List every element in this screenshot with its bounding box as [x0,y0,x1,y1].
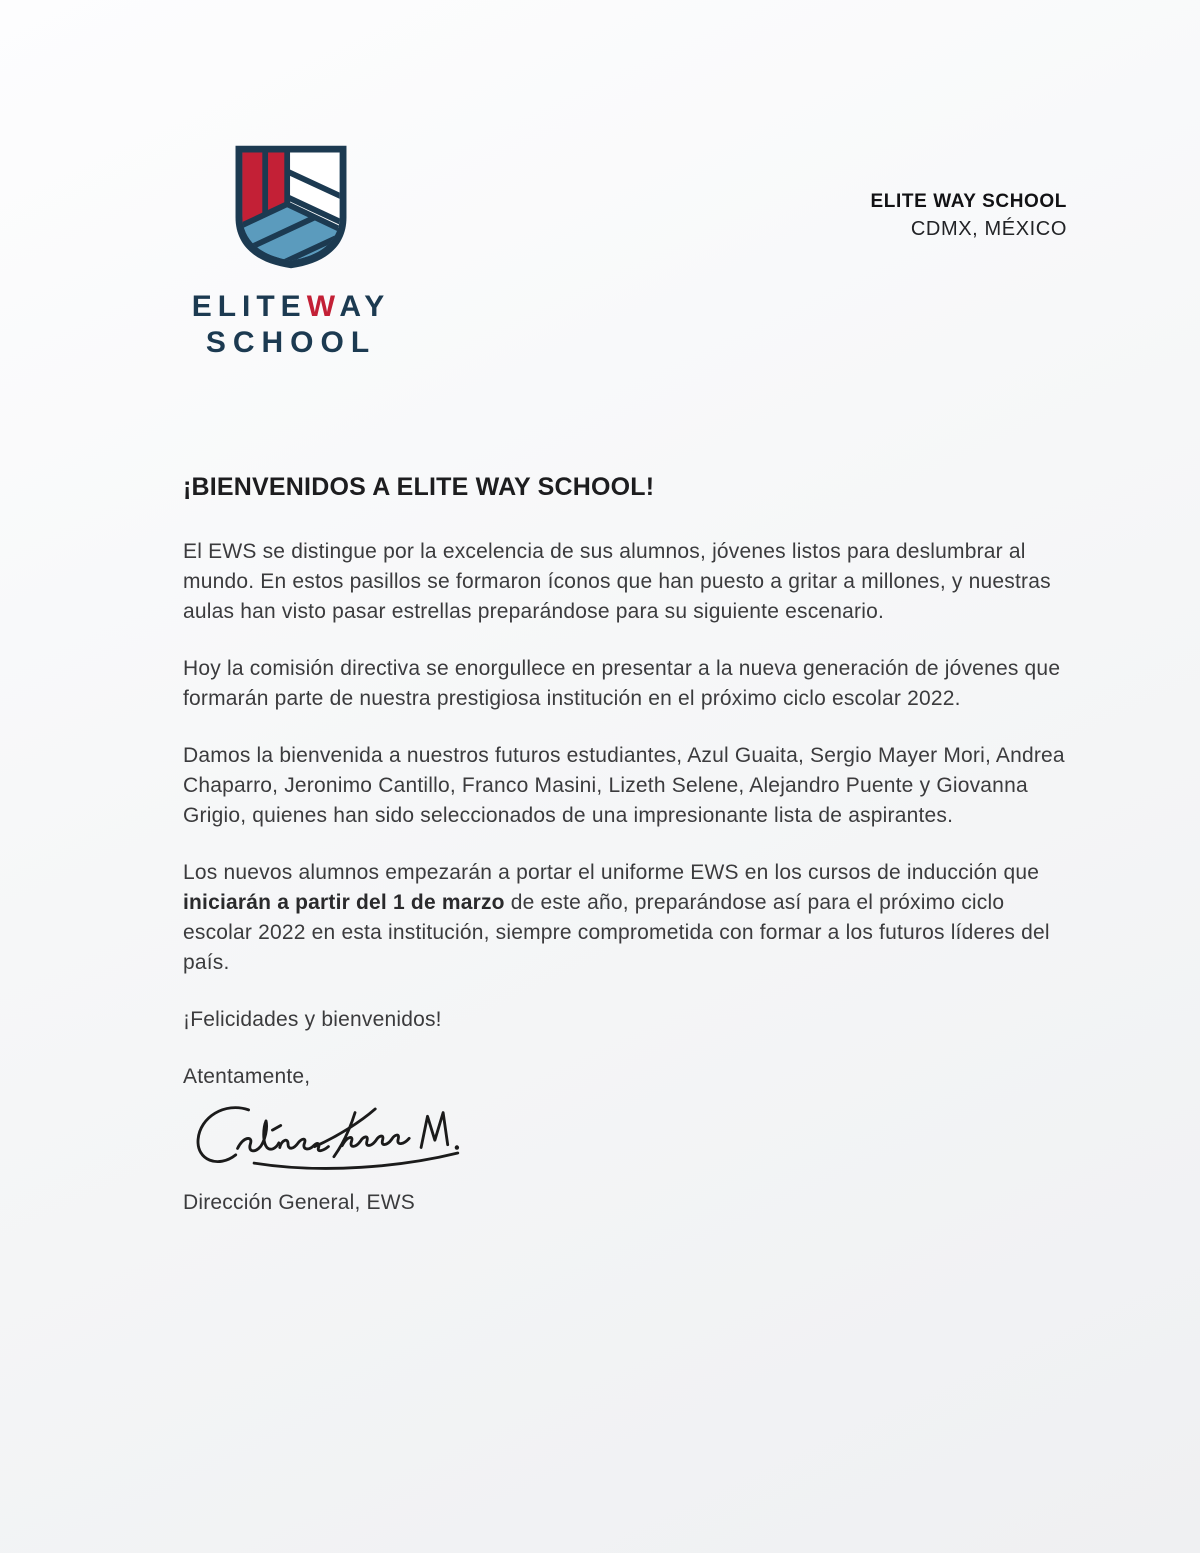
school-logo [168,141,414,358]
induction-post-text: de este año, preparándose así para el próximo ciclo escolar 2022 en esta institución, siempre comprometida con formar a los futuros líderes del país. [183,891,1050,974]
paragraph-induction [183,858,1075,978]
school-crest-icon [228,141,354,273]
org-location: CDMX, MÉXICO [910,218,1067,240]
induction-pre-text: Los nuevos alumnos empezarán a portar el uniforme EWS en los cursos de inducción que [183,861,1040,884]
signer-title: Dirección General, EWS [183,1191,415,1214]
induction-date-bold: iniciarán a partir del 1 de marzo [183,891,505,914]
logo-text-ay: AY [339,290,391,323]
logo-wordmark [168,292,414,358]
logo-text-w-accent: W [306,290,340,323]
corporate-header [871,191,1067,241]
paragraph-students: Damos la bienvenida a nuestros futuros estudiantes, Azul Guaita, Sergio Mayer Mori, Andrea Chaparro, Jeronimo Cantillo, Franco Masini, Lizeth Selene, Alejandro Puente y Giovanna Grigio, quienes han sido seleccionados de una impresionante lista de aspirantes. [183,744,1065,827]
org-name: ELITE WAY SCHOOL [870,191,1067,212]
logo-wordmark-line2: SCHOOL [205,326,377,359]
logo-text-elite: ELITE [191,290,307,323]
paragraph-intro: El EWS se distingue por la excelencia de sus alumnos, jóvenes listos para deslumbrar al mundo. En estos pasillos se formaron íconos que han puesto a gritar a millones, y nuestras aulas han visto pasar estrellas preparándose para su siguiente escenario. [183,540,1051,623]
congratulations-line: ¡Felicidades y bienvenidos! [183,1008,442,1031]
signature-handwriting [177,1098,489,1186]
logo-wordmark-line1 [168,292,414,322]
letter-body [183,473,1075,1218]
paragraph-announcement: Hoy la comisión directiva se enorgullece en presentar a la nueva generación de jóvenes que formarán parte de nuestra prestigiosa institución en el próximo ciclo escolar 2022. [183,657,1061,710]
letter-heading: ¡BIENVENIDOS A ELITE WAY SCHOOL! [183,473,655,501]
closing-line: Atentamente, [183,1065,311,1088]
